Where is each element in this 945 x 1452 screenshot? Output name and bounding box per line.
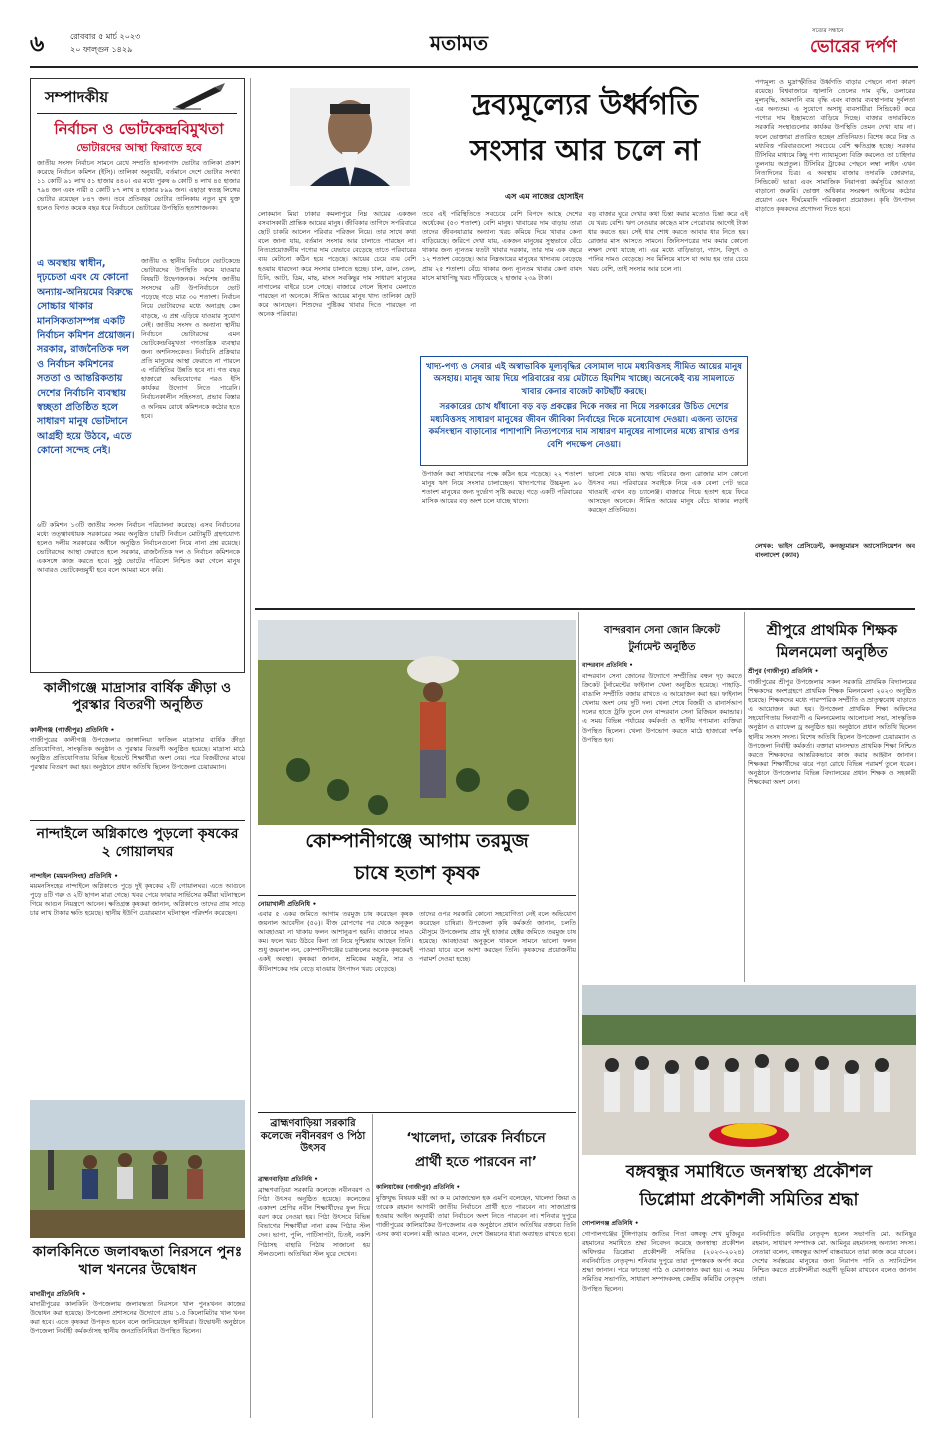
main-article-col2: তবে এই পরিস্থিতিতে সবচেয়ে বেশি বিপদে আছে দেশের অর্ধেকের (৫৩ শতাংশ) বেশি মানুষ। খাবারের দাম বাড়ায় তারা তাদের জীবনযাত্রার অন্যান্য খরচ কমিয়ে দিয়ে খাবার কেনা বাড়িয়েছে। জরিপে দেখা যায়, একজন মানুষের সুস্থভাবে বেঁচে থাকার জন্য ন্যূনতম যতটা খাবার দরকার, তার দাম এক বছরে ১২ শতাংশ বেড়েছে। আর নিম্নআয়ের মানুষের খাদ্যব্যয় বেড়েছে প্রায় ২৫ শতাংশ। বেঁচে থাকার জন্য ন্যূনতম খাবার কেনা বাবদ মাসে মাথাপিছু খরচ দাঁড়িয়েছে ২ হাজার ২৩৯ টাকা। (422, 210, 582, 282)
nandail-body: ময়মনসিংহের নান্দাইলে অগ্নিকাণ্ডে পুড়ে দুই কৃষকের ২টি গোয়ালঘর। এতে আগুনে পুড়ে ৪টি গরু ও ২টি ছাগল মারা গেছে। খবর পেয়ে ফায়ার সার্ভিসের কর্মীরা ঘটনাস্থলে গিয়ে আগুন নিয়ন্ত্রণে আনেন। ক্ষতিগ্রস্ত কৃষকরা জানান, অগ্নিকাণ্ডে তাদের প্রায় সাড়ে চার লাখ টাকার ক্ষতি হয়েছে। স্থানীয় ইউপি চেয়ারম্যান ঘটনাস্থল পরিদর্শন করেছেন। (30, 882, 245, 918)
bandarban-title-1: বান্দরবান সেনা জোন ক্রিকেট (604, 625, 720, 636)
editorial-col-right: জাতীয় ও স্থানীয় নির্বাচনে ভোটকেন্দ্রে ভোটারদের উপস্থিতি কমে যাওয়ার বিষয়টি উদ্বেগজনক। সর্বশেষ জাতীয় সংসদের ৬টি উপনির্বাচনে ভোট পড়েছে গড়ে মাত্র ৩০ শতাংশ। নির্বাচন নিয়ে ভোটারদের মধ্যে অনাগ্রহ কেন বাড়ছে, এ প্রশ্ন এড়িয়ে যাওয়ার সুযোগ নেই। জাতীয় সংসদ ও অন্যান্য স্থানীয় নির্বাচনে ভোটারদের এমন ভোটকেন্দ্রবিমুখতা গণতান্ত্রিক ব্যবস্থার জন্য অশনিসংকেত। নির্বাচনি প্রক্রিয়ার প্রতি মানুষের আস্থা ফেরাতে না পারলে এ পরিস্থিতির উন্নতি হবে না। গত বছর হাজারো অভিযোগের পরও ইসি কার্যকর উদ্যোগ নিতে পারেনি। নির্বাচনকালীন সহিংসতা, প্রভাব বিস্তার ও অনিয়ম রোধে কমিশনকে কঠোর হতে হবে। (141, 257, 240, 420)
khaleda-dateline: কালিয়াকৈর (গাজীপুর) প্রতিনিধি • (376, 1184, 461, 1191)
sreepur-title-1: শ্রীপুরে প্রাথমিক শিক্ষক (766, 623, 898, 639)
paper-tagline: সত্যের সন্ধানে (812, 28, 844, 34)
watermelon-title-2: চাষে হতাশ কৃষক (354, 862, 480, 884)
page-number: ৬ (30, 32, 45, 57)
main-article-byline: এস এম নাজের হোসাইন (505, 192, 584, 201)
main-article-col3: বড় বাজার ঘুরে দেখার কথা চিন্তা করার মতোও চিন্তা করে এই যে খরচ বেশি। ঋণ নেওয়ার কাছেও মাস পেরোবার আগেই টাকা ধার করতে হয়। সেই ধার শোধ করতে আবার ধার নিতে হয়। রোজার মাস আসতে সামনে। জিনিসপত্রের দাম কমার কোনো লক্ষণ দেখা যাচ্ছে না। এর মধ্যে বাড়িভাড়া, গ্যাস, বিদ্যুৎ ও পানির দামও বেড়েছে। সব মিলিয়ে মাসে যা আয় হয় তার চেয়ে খরচ বেশি, তাই সংসার আর চলে না। (588, 210, 748, 273)
kalkini-dateline: মাদারীপুর প্রতিনিধি • (30, 1290, 86, 1298)
main-article-title-2: সংসার আর চলে না (470, 133, 700, 167)
callout-box (420, 356, 748, 466)
main-article-lower1: উপার্জন করা সাধারণের পক্ষে কঠিন হয়ে পড়েছে। ২২ শতাংশ মানুষ ঋণ নিয়ে সংসার চালাচ্ছেন। খাদ্যপণ্যের উচ্চমূল্য ৯০ শতাংশ মানুষের জন্য দুর্ভোগ সৃষ্টি করছে। গড়ে একটি পরিবারের মাসিক আয়ের বড় অংশ চলে যাচ্ছে খাদ্যে। (422, 470, 582, 506)
editorial-bottom: ৬টি কমিশন ১৩টি জাতীয় সংসদ নির্বাচন পরিচালনা করেছে। এসব নির্বাচনের মধ্যে তত্ত্বাবধায়ক সরকারের সময় অনুষ্ঠিত চারটি নির্বাচন মোটামুটি গ্রহণযোগ্য হলেও দলীয় সরকারের অধীনে অনুষ্ঠিত নির্বাচনগুলো নিয়ে নানা প্রশ্ন রয়েছে। ভোটারদের আস্থা ফেরাতে হলে সরকার, রাজনৈতিক দল ও নির্বাচন কমিশনকে একসঙ্গে কাজ করতে হবে। সুষ্ঠু ভোটের পরিবেশ নিশ্চিত করা গেলে মানুষ আবারও ভোটকেন্দ্রমুখী হবে বলে আমরা মনে করি। (37, 521, 240, 575)
date-line-1: রোববার ৫ মার্চ ২০২৩ (70, 32, 141, 41)
kalkini-title: কালকিনিতে জলাবদ্ধতা নিরসনে পুনঃ খাল খননের উদ্বোধন (32, 1244, 243, 1278)
bangabandhu-photo (582, 985, 916, 1155)
editorial-intro: জাতীয় সংসদ নির্বাচন সামনে রেখে সম্প্রতি হালনাগাদ ভোটার তালিকা প্রকাশ করেছে নির্বাচন কমিশন (ইসি)। তালিকা অনুযায়ী, বর্তমানে দেশে ভোটার সংখ্যা ১১ কোটি ৯১ লাখ ৫১ হাজার ৪৪০। এর মধ্যে পুরুষ ৬ কোটি ৪ লাখ ৪৫ হাজার ৭৯৪ জন এবং নারী ৫ কোটি ৮৭ লাখ ৪ হাজার ৮৯৯ জন। এছাড়া স্বতন্ত্র লিঙ্গের ভোটার রয়েছেন ৮৪৭ জন। তবে প্রতিবছর ভোটার তালিকায় নতুন মুখ যুক্ত হলেও বিগত কয়েক বছর ধরে নির্বাচনে ভোটারের উপস্থিতি হতাশাজনক। (37, 159, 240, 213)
callout-line-2: সরকারের চোখ ধাঁধানো বড় বড় প্রকল্পের দিকে নজর না দিয়ে সরকারের উচিত দেশের মধ্যবিত্তসহ সাধারণ মানুষের জীবন জীবিকা নির্বাহের দিকে মনোযোগ দেওয়া। এজন্য তাদের কর্মসংস্থান বাড়ানোর পাশাপাশি নিত্যপণ্যের দাম সাধারণ মানুষের নাগালের মধ্যে রাখার ওপর বেশি পদক্ষেপ নেওয়া। (428, 402, 740, 450)
sreepur-body: গাজীপুরের শ্রীপুর উপজেলার সকল সরকারি প্রাথমিক বিদ্যালয়ের শিক্ষকদের অংশগ্রহণে প্রাথমিক শিক্ষক মিলনমেলা ২০২৩ অনুষ্ঠিত হয়েছে। শিক্ষকদের মধ্যে পারস্পরিক সম্প্রীতি ও ভ্রাতৃত্ববোধ বাড়াতে এ আয়োজন করা হয়। উপজেলা প্রাথমিক শিক্ষা অফিসের সহযোগিতায় দিনব্যাপী এ মিলনমেলায় আলোচনা সভা, সাংস্কৃতিক অনুষ্ঠান ও র‌্যাফেল ড্র অনুষ্ঠিত হয়। অনুষ্ঠানে প্রধান অতিথি ছিলেন স্থানীয় সংসদ সদস্য। বিশেষ অতিথি ছিলেন উপজেলা চেয়ারম্যান ও উপজেলা নির্বাহী কর্মকর্তা। বক্তারা মানসম্মত প্রাথমিক শিক্ষা নিশ্চিত করতে শিক্ষকদের আন্তরিকভাবে কাজ করার আহ্বান জানান। শিক্ষকরা শিক্ষার্থীদের ঝরে পড়া রোধে বিভিন্ন পরামর্শ তুলে ধরেন। অনুষ্ঠানে উপজেলার বিভিন্ন বিদ্যালয়ের প্রধান শিক্ষক ও সহকারী শিক্ষকেরা অংশ নেন। (748, 678, 916, 787)
masthead (30, 28, 918, 68)
editorial-subtitle: ভোটারদের আস্থা ফিরাতে হবে (76, 142, 202, 154)
watermelon-title-1: কোম্পানীগঞ্জে আগাম তরমুজ (305, 830, 529, 852)
pen-nib-icon (171, 81, 229, 111)
watermelon-dateline: নোয়াখালী প্রতিনিধি • (258, 900, 317, 908)
main-article-col1: লোকমান মিয়া ঢাকার কমলাপুরে নিম্ন আয়ের একজন বসবাসকারী প্রান্তিক আয়ের মানুষ। জীবিকার তাগিদে সপরিবারে ছোট চাকরি আলেন পরিবার পরিজন নিয়ে। তার সাথে কথা বলে জানা যায়, বর্তমান সংসার আর চালাতে পারছেন না। নিত্যপ্রয়োজনীয় পণ্যের দাম যেভাবে বেড়েছে তাতে পরিবারের ব্যয় মেটানো কঠিন হয়ে পড়েছে। আয়ের চেয়ে ব্যয় বেশি হওয়ায় ধারদেনা করে সংসার চালাতে হচ্ছে। চাল, ডাল, তেল, চিনি, আটা, ডিম, মাছ, মাংস সবকিছুর দাম সাধারণ মানুষের নাগালের বাইরে চলে গেছে। বাজারে গেলে হিসাব মেলাতে পারছেন না অনেকে। সীমিত আয়ের মানুষ খাদ্য তালিকা ছোট করে আনছেন। শিশুদের পুষ্টিকর খাবার দিতে পারছেন না অনেক পরিবার। (258, 210, 416, 319)
editorial-title: নির্বাচন ও ভোটকেন্দ্রবিমুখতা (54, 120, 224, 138)
bandarban-dateline: বান্দরবান প্রতিনিধি • (582, 662, 633, 669)
khaleda-title-2: প্রার্থী হতে পারবেন না’ (415, 1154, 537, 1170)
bangabandhu-col1: গোপালগঞ্জের টুঙ্গিপাড়ায় জাতির পিতা বঙ্গবন্ধু শেখ মুজিবুর রহমানের সমাধিতে শ্রদ্ধা নিবেদন করেছে জনস্বাস্থ্য প্রকৌশল অধিদপ্তর ডিপ্লোমা প্রকৌশলী সমিতির (২০২৩-২০২৪) নবনির্বাচিত নেতৃবৃন্দ। শনিবার দুপুরে তারা পুষ্পস্তবক অর্পণ করে শ্রদ্ধা জানান। পরে ফাতেহা পাঠ ও মোনাজাত করা হয়। এ সময় সমিতির সভাপতি, সাধারণ সম্পাদকসহ কেন্দ্রীয় কমিটির নেতৃবৃন্দ উপস্থিত ছিলেন। (582, 1230, 744, 1293)
kaliganj-body: গাজীপুরের কালীগঞ্জ উপজেলার জাঙ্গালিয়া ফাজিল মাদ্রাসার বার্ষিক ক্রীড়া প্রতিযোগিতা, সাংস্কৃতিক অনুষ্ঠান ও পুরস্কার বিতরণী অনুষ্ঠিত হয়েছে। মাদ্রাসা মাঠে অনুষ্ঠিত প্রতিযোগিতায় বিভিন্ন ইভেন্টে শিক্ষার্থীরা অংশ নেয়। পরে বিজয়ীদের মাঝে পুরস্কার বিতরণ করা হয়। অনুষ্ঠানে প্রধান অতিথি ছিলেন উপজেলা চেয়ারম্যান। (30, 736, 245, 772)
bangabandhu-title-1: বঙ্গবন্ধুর সমাধিতে জনস্বাস্থ্য প্রকৌশল (625, 1162, 873, 1182)
nandail-title: নান্দাইলে অগ্নিকাণ্ডে পুড়লো কৃষকের ২ গোয়ালঘর (36, 826, 239, 860)
khaleda-body: মুক্তিযুদ্ধ বিষয়ক মন্ত্রী আ ক ম মোজাম্মেল হক এমপি বলেছেন, খালেদা জিয়া ও তারেক রহমান আগামী জাতীয় নির্বাচনে প্রার্থী হতে পারবেন না। সাজাপ্রাপ্ত হওয়ায় আইন অনুযায়ী তারা নির্বাচনে অংশ নিতে পারবেন না। শনিবার দুপুরে গাজীপুরের কালিয়াকৈর উপজেলায় এক অনুষ্ঠানে প্রধান অতিথির বক্তব্যে তিনি এসব কথা বলেন। মন্ত্রী আরও বলেন, দেশে উন্নয়নের ধারা অব্যাহত রাখতে হবে। (376, 1194, 576, 1239)
section-title: মতামত (430, 31, 489, 55)
main-article-author-note: লেখক: ভাইস প্রেসিডেন্ট, কনজ্যুমারস অ্যাসোসিয়েশন অব বাংলাদেশ (ক্যাব) (755, 542, 915, 560)
watermelon-col1: এবার ৫ একর জমিতে আগাম তরমুজ চাষ করেছেন কৃষক জয়নাল আবেদীন (৫০)। বীজ রোপণের পর থেকে অনুকূল আবহাওয়া না থাকায় ফলন আশানুরূপ হয়নি। বাজারে দামও কম। ফলে খরচ উঠবে কিনা তা নিয়ে দুশ্চিন্তায় আছেন তিনি। শুধু জয়নাল নন, কোম্পানীগঞ্জের চরাঞ্চলের অনেক কৃষকেরই একই অবস্থা। কৃষকরা জানান, শ্রমিকের মজুরি, সার ও কীটনাশকের দাম বেড়ে যাওয়ায় উৎপাদন খরচ বেড়েছে। (258, 910, 413, 973)
kaliganj-title: কালীগঞ্জে মাদ্রাসার বার্ষিক ক্রীড়া ও পুরস্কার বিতরণী অনুষ্ঠিত (43, 680, 232, 713)
bandarban-title-2: টুর্নামেন্ট অনুষ্ঠিত (628, 642, 696, 653)
brahmanbaria-title: ব্রাহ্মণবাড়িয়া সরকারি কলেজে নবীনবরণ ও পিঠা উৎসব (260, 1118, 366, 1154)
bangabandhu-dateline: গোপালগঞ্জ প্রতিনিধি • (582, 1220, 639, 1227)
watermelon-photo (258, 620, 576, 825)
kaliganj-dateline: কালীগঞ্জ (গাজীপুর) প্রতিনিধি • (30, 726, 115, 734)
bangabandhu-col2: নবনির্বাচিত কমিটির নেতৃবৃন্দ হলেন সভাপতি মো. আনিছুর রহমান, সাধারণ সম্পাদক মো. আমিনুর রহমানসহ অন্যান্য সদস্য। নেতারা বলেন, বঙ্গবন্ধুর আদর্শ বাস্তবায়নে তারা কাজ করে যাবেন। দেশের সর্বস্তরের মানুষের জন্য নিরাপদ পানি ও স্যানিটেশন নিশ্চিত করতে প্রকৌশলীরা অগ্রণী ভূমিকা রাখবেন বলেও জানান তারা। (752, 1230, 916, 1284)
bandarban-body: বান্দরবান সেনা জোনের উদ্যোগে সম্প্রীতির বন্ধন দৃঢ় করতে ক্রিকেট টুর্নামেন্টের ফাইনাল খেলা অনুষ্ঠিত হয়েছে। পাহাড়ি-বাঙালি সম্প্রীতি বজায় রাখতে এ আয়োজন করা হয়। ফাইনাল খেলায় অংশ নেয় দুটি দল। খেলা শেষে বিজয়ী ও রানার্সআপ দলের হাতে ট্রফি তুলে দেন বান্দরবান সেনা রিজিয়ন কমান্ডার। এ সময় বিভিন্ন পর্যায়ের কর্মকর্তা ও স্থানীয় গণ্যমান্য ব্যক্তিরা উপস্থিত ছিলেন। খেলা উপভোগ করতে মাঠে হাজারো দর্শক উপস্থিত হন। (582, 672, 742, 744)
editorial-kicker: সম্পাদকীয় (45, 88, 109, 106)
author-photo (290, 88, 410, 186)
nandail-dateline: নান্দাইল (ময়মনসিংহ) প্রতিনিধি • (30, 872, 119, 880)
main-article-lower2: ভালো থেকে যায়। অথচ গরিবের জন্য রোজার মাস কোনো উৎসব নয়। পরিবারের সবাইকে নিয়ে এক বেলা পেট ভরে খাওয়াই এখন বড় চ্যালেঞ্জ। বাজারে গিয়ে হতাশ হয়ে ফিরে আসছেন অনেকে। সীমিত আয়ের মানুষ বেঁচে থাকার লড়াই করছেন প্রতিনিয়ত। (588, 470, 748, 515)
watermelon-col2: তাদের ওপর সরকারি কোনো সহযোগিতা নেই বলে অভিযোগ করেছেন চাষিরা। উপজেলা কৃষি কর্মকর্তা জানান, চলতি মৌসুমে উপজেলায় প্রায় দুই হাজার হেক্টর জমিতে তরমুজ চাষ হয়েছে। আবহাওয়া অনুকূলে থাকলে সামনে ভালো ফলন পাওয়া যাবে বলে আশা করছেন তিনি। কৃষকদের প্রয়োজনীয় পরামর্শ দেওয়া হচ্ছে। (419, 910, 576, 964)
sreepur-dateline: শ্রীপুর (গাজীপুর) প্রতিনিধি • (748, 668, 819, 675)
editorial-box (30, 78, 245, 673)
date-line-2: ২০ ফাল্গুন ১৪২৯ (70, 45, 133, 54)
callout-line-1: খাদ্য-পণ্য ও সেবার এই অস্বাভাবিক মূল্যবৃদ্ধির বেসামাল দামে মধ্যবিত্তসহ সীমিত আয়ের মানুষ অসহায়। মানুষ আয় দিয়ে পরিবারের ব্যয় মেটাতে হিমশিম খাচ্ছে। অনেকেই ব্যয় সামলাতে খাবার কেনার বাজেট কাটছাঁট করছে। (425, 362, 743, 397)
brahmanbaria-body: ব্রাহ্মণবাড়িয়া সরকারি কলেজে নবীনবরণ ও পিঠা উৎসব অনুষ্ঠিত হয়েছে। কলেজের একাদশ শ্রেণির নবীন শিক্ষার্থীদের ফুল দিয়ে বরণ করে নেওয়া হয়। পিঠা উৎসবে বিভিন্ন বিভাগের শিক্ষার্থীরা নানা রকম পিঠার স্টল দেন। ভাপা, পুলি, পাটিসাপটা, চিতই, নকশি পিঠাসহ বাহারি পিঠায় সাজানো হয় স্টলগুলো। অতিথিরা স্টল ঘুরে দেখেন। (258, 1186, 370, 1258)
editorial-pull-quote: এ অবস্থায় স্বাধীন, দৃঢ়চেতা এবং যে কোনো অন্যায়-অনিয়মের বিরুদ্ধে সোচ্চার থাকার মানসিকতাসম্পন্ন একটি নির্বাচন কমিশন প্রয়োজন। সরকার, রাজনৈতিক দল ও নির্বাচন কমিশনের সততা ও আন্তরিকতায় দেশের নির্বাচনি ব্যবস্থায় স্বচ্ছতা প্রতিষ্ঠিত হলে সাধারণ মানুষ ভোটদানে আগ্রহী হয়ে উঠবে, এতে কোনো সন্দেহ নেই। (37, 258, 135, 457)
bangabandhu-title-2: ডিপ্লোমা প্রকৌশলী সমিতির শ্রদ্ধা (639, 1190, 859, 1210)
brahmanbaria-dateline: ব্রাহ্মণবাড়িয়া প্রতিনিধি • (258, 1176, 318, 1183)
main-article-col4: পণ্যমূল্য ও মুদ্রাস্ফীতির উর্ধ্বগতি বাড়ার পেছনে নানা কারণ রয়েছে। বিশ্ববাজারে জ্বালানি তেলের দাম বৃদ্ধি, ডলারের মূল্যবৃদ্ধি, আমদানি ব্যয় বৃদ্ধি এবং বাজার ব্যবস্থাপনায় দুর্বলতা এর অন্যতম। এ সুযোগে অসাধু ব্যবসায়ীরা সিন্ডিকেট করে পণ্যের দাম ইচ্ছামতো বাড়িয়ে দিচ্ছে। বাজার তদারকিতে সরকারি সংস্থাগুলোর কার্যকর উপস্থিতি তেমন দেখা যায় না। ফলে ভোক্তারা প্রতারিত হচ্ছেন প্রতিনিয়ত। বিশেষ করে নিম্ন ও মধ্যবিত্ত পরিবারগুলো সবচেয়ে বেশি ক্ষতিগ্রস্ত হচ্ছে। সরকার টিসিবির মাধ্যমে কিছু পণ্য ন্যায্যমূল্যে বিক্রি করলেও তা চাহিদার তুলনায় অপ্রতুল। টিসিবির ট্রাকের পেছনে লম্বা লাইন এখন নিত্যদিনের চিত্র। এ অবস্থায় বাজার তদারকি জোরদার, সিন্ডিকেট ভাঙা এবং সামাজিক নিরাপত্তা কর্মসূচির আওতা বাড়ানো জরুরি। ভোক্তা অধিকার সংরক্ষণ আইনের কঠোর প্রয়োগ এবং দীর্ঘমেয়াদি পরিকল্পনা প্রয়োজন। কৃষি উৎপাদন বাড়াতে কৃষকদের প্রণোদনা দিতে হবে। (755, 78, 915, 214)
paper-name: ভোরের দর্পণ (810, 37, 897, 57)
kalkini-body: মাদারীপুরের কালকিনি উপজেলায় জলাবদ্ধতা নিরসনে খাল পুনঃখনন কাজের উদ্বোধন করা হয়েছে। উপজেলা প্রশাসনের উদ্যোগে প্রায় ১.৫ কিলোমিটার খাল খনন করা হবে। এতে কৃষকরা উপকৃত হবেন বলে জানিয়েছেন স্থানীয়রা। উদ্বোধনী অনুষ্ঠানে উপজেলা নির্বাহী কর্মকর্তাসহ স্থানীয় জনপ্রতিনিধিরা উপস্থিত ছিলেন। (30, 1300, 245, 1336)
kalkini-photo (30, 1100, 245, 1238)
khaleda-title-1: ‘খালেদা, তারেক নির্বাচনে (406, 1130, 546, 1146)
sreepur-title-2: মিলনমেলা অনুষ্ঠিত (776, 645, 888, 661)
main-article-title-1: দ্রব্যমূল্যের উর্ধ্বগতি (472, 87, 698, 121)
